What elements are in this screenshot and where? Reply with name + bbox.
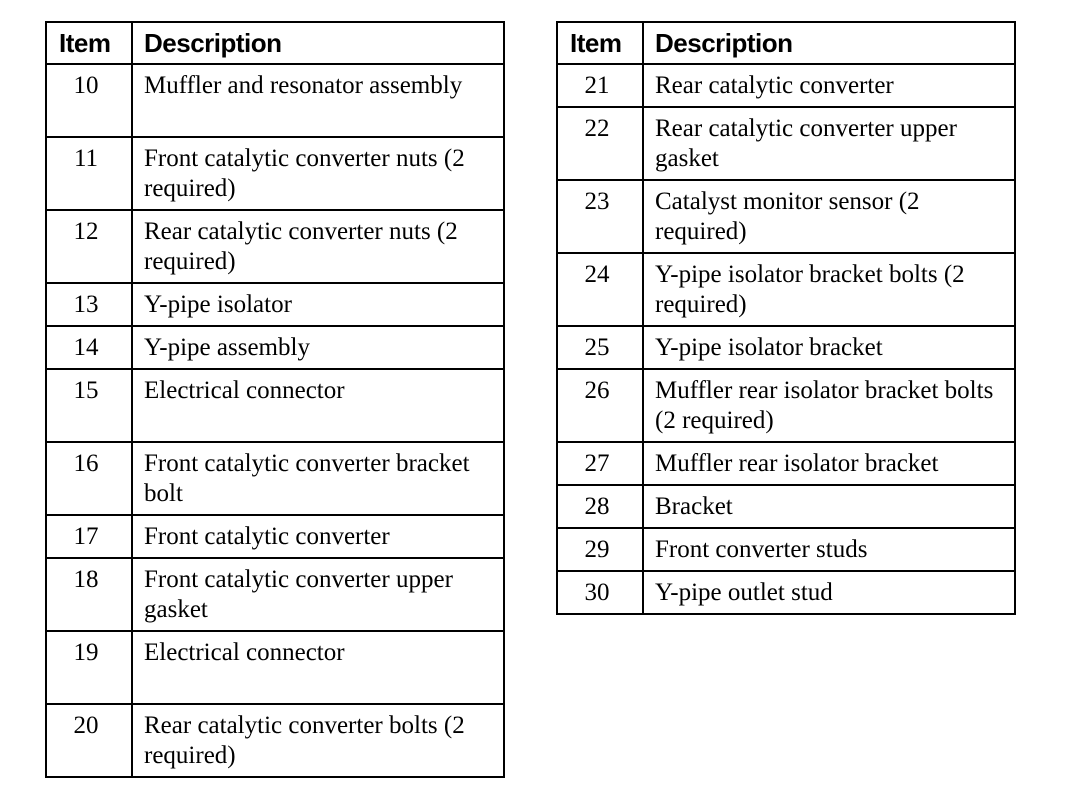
item-number: 10 [46, 64, 132, 137]
item-number: 20 [46, 704, 132, 777]
item-number: 28 [557, 485, 643, 528]
item-description: Front catalytic converter bracket bolt [132, 442, 504, 515]
table-row [46, 283, 504, 326]
table-row [46, 558, 504, 631]
item-number: 26 [557, 369, 643, 442]
table-row [557, 253, 1015, 326]
item-number: 27 [557, 442, 643, 485]
item-number: 22 [557, 107, 643, 180]
table-row [46, 210, 504, 283]
item-number: 29 [557, 528, 643, 571]
header-row [557, 22, 1015, 64]
item-description: Y-pipe isolator bracket [643, 326, 1015, 369]
header-row [46, 22, 504, 64]
item-description: Rear catalytic converter upper gasket [643, 107, 1015, 180]
table-row [46, 137, 504, 210]
item-number: 23 [557, 180, 643, 253]
table-row [46, 631, 504, 704]
item-description: Front catalytic converter [132, 515, 504, 558]
parts-table-left [45, 21, 505, 778]
item-description: Y-pipe assembly [132, 326, 504, 369]
table-row [557, 528, 1015, 571]
item-description: Y-pipe outlet stud [643, 571, 1015, 614]
item-description: Bracket [643, 485, 1015, 528]
table-row [557, 369, 1015, 442]
table-row [557, 571, 1015, 614]
item-description: Rear catalytic converter bolts (2 required) [132, 704, 504, 777]
table-row [46, 64, 504, 137]
table-row [46, 442, 504, 515]
item-column-header: Item [557, 22, 643, 64]
item-description: Rear catalytic converter nuts (2 required) [132, 210, 504, 283]
table-row [557, 326, 1015, 369]
item-description: Catalyst monitor sensor (2 required) [643, 180, 1015, 253]
item-description: Electrical connector [132, 369, 504, 442]
item-number: 12 [46, 210, 132, 283]
item-number: 24 [557, 253, 643, 326]
description-column-header: Description [643, 22, 1015, 64]
item-number: 30 [557, 571, 643, 614]
item-description: Front catalytic converter nuts (2 required) [132, 137, 504, 210]
table-row [557, 180, 1015, 253]
item-description: Electrical connector [132, 631, 504, 704]
item-description: Rear catalytic converter [643, 64, 1015, 107]
table-row [557, 485, 1015, 528]
item-description: Muffler rear isolator bracket bolts (2 required) [643, 369, 1015, 442]
item-description: Front converter studs [643, 528, 1015, 571]
item-number: 21 [557, 64, 643, 107]
item-column-header: Item [46, 22, 132, 64]
item-number: 25 [557, 326, 643, 369]
table-row [46, 515, 504, 558]
item-number: 11 [46, 137, 132, 210]
table-row [557, 442, 1015, 485]
item-number: 13 [46, 283, 132, 326]
table-row [557, 107, 1015, 180]
item-number: 18 [46, 558, 132, 631]
item-description: Muffler and resonator assembly [132, 64, 504, 137]
item-number: 19 [46, 631, 132, 704]
table-row [46, 326, 504, 369]
table-row [557, 64, 1015, 107]
description-column-header: Description [132, 22, 504, 64]
table-row [46, 369, 504, 442]
item-description: Front catalytic converter upper gasket [132, 558, 504, 631]
item-number: 16 [46, 442, 132, 515]
item-description: Muffler rear isolator bracket [643, 442, 1015, 485]
item-number: 17 [46, 515, 132, 558]
item-description: Y-pipe isolator bracket bolts (2 required) [643, 253, 1015, 326]
parts-table-right [556, 21, 1016, 615]
item-number: 15 [46, 369, 132, 442]
item-number: 14 [46, 326, 132, 369]
item-description: Y-pipe isolator [132, 283, 504, 326]
table-row [46, 704, 504, 777]
